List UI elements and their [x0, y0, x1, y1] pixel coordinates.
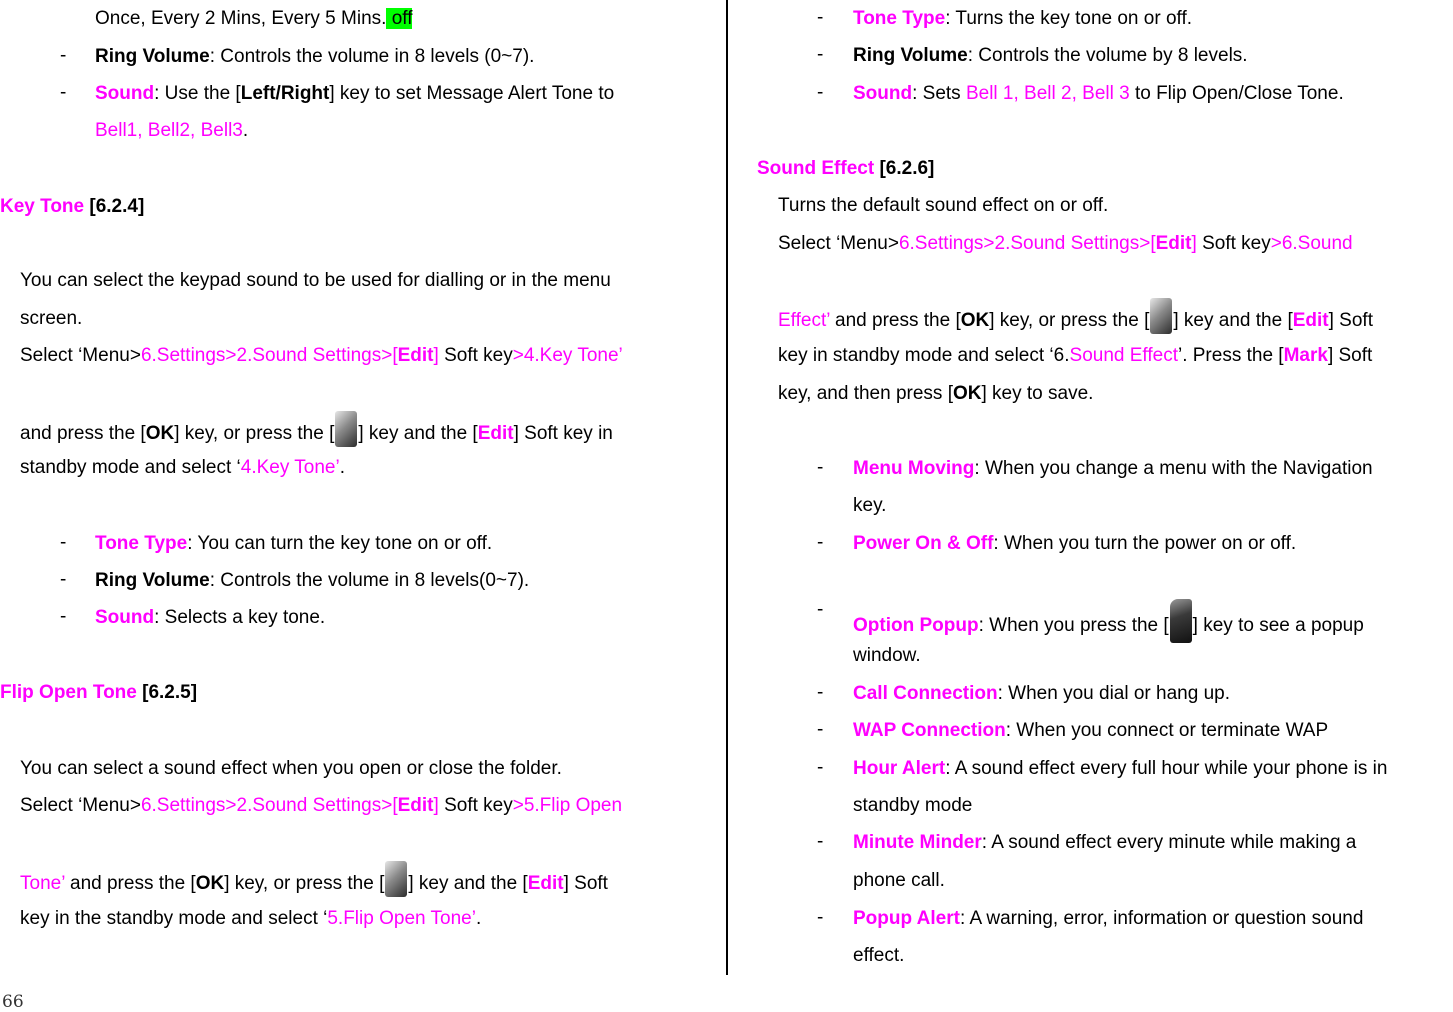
- bullet-dash: -: [817, 831, 824, 852]
- phone-key-icon: [385, 861, 407, 897]
- phone-key-icon: [335, 411, 357, 447]
- section-heading-key-tone: Key Tone [6.2.4]: [0, 196, 145, 217]
- list-item: Sound: Selects a key tone.: [95, 607, 326, 628]
- page-number: 66: [2, 992, 24, 1012]
- list-item: Option Popup: When you press the [ ] key to see a popup: [853, 599, 1364, 643]
- bullet-dash: -: [817, 44, 824, 65]
- list-item: Tone Type: You can turn the key tone on or off.: [95, 533, 493, 554]
- bullet-dash: -: [817, 7, 824, 28]
- paragraph: Effect’ and press the [OK] key, or press the [ ] key and the [Edit] Soft: [778, 298, 1373, 334]
- bullet-dash: -: [817, 532, 824, 553]
- list-item-cont: key.: [853, 495, 887, 516]
- phone-key-icon: [1150, 298, 1172, 334]
- menu-path: Select ‘Menu>6.Settings>2.Sound Settings>[Edit] Soft key>6.Sound: [778, 233, 1353, 254]
- bullet-dash: -: [60, 45, 67, 66]
- list-item: Ring Volume: Controls the volume in 8 levels(0~7).: [95, 570, 530, 591]
- bullet-dash: -: [60, 532, 67, 553]
- section-heading-flip-open: Flip Open Tone [6.2.5]: [0, 682, 198, 703]
- bullet-dash: -: [817, 599, 824, 620]
- list-item: Call Connection: When you dial or hang up.: [853, 683, 1230, 704]
- paragraph: and press the [OK] key, or press the [ ] key and the [Edit] Soft key in: [20, 411, 613, 447]
- paragraph: You can select the keypad sound to be used for dialling or in the menu: [20, 270, 611, 291]
- column-divider: [726, 0, 728, 975]
- bullet-dash: -: [60, 82, 67, 103]
- list-item: Popup Alert: A warning, error, information or question sound: [853, 908, 1364, 929]
- list-item: Hour Alert: A sound effect every full hour while your phone is in: [853, 758, 1388, 779]
- list-item: Tone Type: Turns the key tone on or off.: [853, 8, 1192, 29]
- highlighted-text: off: [386, 8, 413, 29]
- paragraph: key, and then press [OK] key to save.: [778, 383, 1094, 404]
- paragraph: Turns the default sound effect on or off.: [778, 195, 1109, 216]
- list-item: Sound: Use the [Left/Right] key to set Message Alert Tone to: [95, 83, 615, 104]
- list-item-cont: phone call.: [853, 870, 945, 891]
- paragraph: key in the standby mode and select ‘5.Flip Open Tone’.: [20, 908, 482, 929]
- list-item: Power On & Off: When you turn the power on or off.: [853, 533, 1297, 554]
- section-heading-sound-effect: Sound Effect [6.2.6]: [757, 158, 935, 179]
- list-item: Minute Minder: A sound effect every minute while making a: [853, 832, 1357, 853]
- list-item: Sound: Sets Bell 1, Bell 2, Bell 3 to Flip Open/Close Tone.: [853, 83, 1344, 104]
- bullet-dash: -: [60, 569, 67, 590]
- list-item-cont: window.: [853, 645, 921, 666]
- bullet-dash: -: [817, 719, 824, 740]
- list-item-cont: Bell1, Bell2, Bell3.: [95, 120, 249, 141]
- bullet-dash: -: [817, 907, 824, 928]
- paragraph: You can select a sound effect when you open or close the folder.: [20, 758, 562, 779]
- bullet-dash: -: [817, 457, 824, 478]
- menu-path: Select ‘Menu>6.Settings>2.Sound Settings>[Edit] Soft key>5.Flip Open: [20, 795, 623, 816]
- clear-key-icon: [1170, 599, 1192, 643]
- list-item: Ring Volume: Controls the volume in 8 levels (0~7).: [95, 46, 535, 67]
- bullet-dash: -: [817, 757, 824, 778]
- bullet-dash: -: [817, 682, 824, 703]
- list-item: Menu Moving: When you change a menu with the Navigation: [853, 458, 1373, 479]
- paragraph: standby mode and select ‘4.Key Tone’.: [20, 457, 345, 478]
- list-item: Ring Volume: Controls the volume by 8 levels.: [853, 45, 1248, 66]
- paragraph: key in standby mode and select ‘6.Sound Effect’. Press the [Mark] Soft: [778, 345, 1373, 366]
- bullet-dash: -: [60, 606, 67, 627]
- top-line: Once, Every 2 Mins, Every 5 Mins. off: [95, 8, 413, 29]
- list-item-cont: effect.: [853, 945, 905, 966]
- bullet-dash: -: [817, 82, 824, 103]
- paragraph: Tone’ and press the [OK] key, or press the [ ] key and the [Edit] Soft: [20, 861, 608, 897]
- list-item: WAP Connection: When you connect or terminate WAP: [853, 720, 1329, 741]
- paragraph: screen.: [20, 308, 83, 329]
- menu-path: Select ‘Menu>6.Settings>2.Sound Settings>[Edit] Soft key>4.Key Tone’: [20, 345, 623, 366]
- list-item-cont: standby mode: [853, 795, 973, 816]
